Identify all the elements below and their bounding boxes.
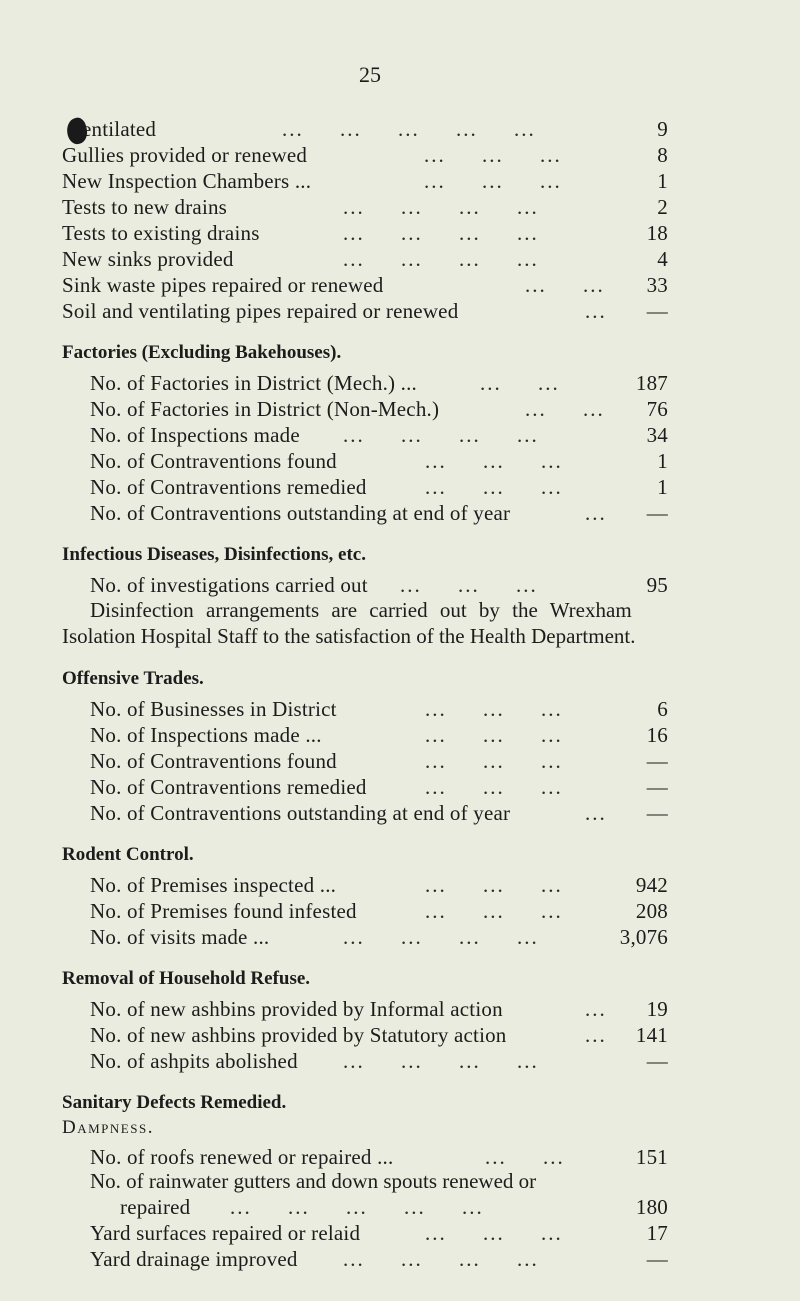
row-value: 2 (657, 195, 668, 219)
row-label: No. of Businesses in District (90, 697, 337, 721)
row-label: No. of Factories in District (Mech.) ... (90, 371, 418, 395)
leader-dots: ... ... ... (425, 1221, 563, 1245)
paragraph-line: Isolation Hospital Staff to the satisfaction of the Health Department. (62, 624, 636, 648)
row-label: No. of Contraventions remedied (90, 475, 367, 499)
list-item (62, 246, 668, 272)
row-value: 17 (646, 1221, 668, 1245)
leader-dots: ... ... ... (425, 449, 563, 473)
row-label: No. of Premises found infested (90, 899, 357, 923)
row-label: No. of Contraventions outstanding at end of year (90, 801, 511, 825)
row-value: 16 (646, 723, 668, 747)
list-item (62, 272, 668, 298)
list-item (90, 474, 668, 500)
section-heading-rodent-control: Rodent Control. (62, 844, 194, 865)
row-label: Tests to existing drains (62, 221, 260, 245)
row-label: Soil and ventilating pipes repaired or renewed (62, 299, 459, 323)
row-label: Sink waste pipes repaired or renewed (62, 273, 384, 297)
row-label: No. of investigations carried out (90, 573, 368, 597)
row-label: Yard surfaces repaired or relaid (90, 1221, 361, 1245)
leader-dots: ... ... ... (425, 749, 563, 773)
row-value: 942 (635, 873, 668, 897)
row-label: No. of Contraventions found (90, 749, 337, 773)
row-label: No. of roofs renewed or repaired ... (90, 1145, 394, 1169)
row-value: 9 (657, 117, 668, 141)
row-value: 8 (657, 143, 668, 167)
leader-dots: ... (585, 299, 607, 323)
list-item (90, 800, 668, 826)
list-item (90, 996, 668, 1022)
paragraph-line: No. of rainwater gutters and down spouts renewed or (90, 1169, 537, 1193)
row-label: No. of Premises inspected ... (90, 873, 337, 897)
row-value: 1 (657, 475, 668, 499)
row-value: 18 (646, 221, 668, 245)
list-item (90, 370, 668, 396)
row-value: 187 (635, 371, 668, 395)
row-label: New Inspection Chambers ... (62, 169, 312, 193)
row-label: No. of Inspections made ... (90, 723, 322, 747)
row-value: 180 (635, 1195, 668, 1219)
leader-dots: ... ... ... (425, 873, 563, 897)
row-value: 19 (646, 997, 668, 1021)
leader-dots: ... ... ... (425, 899, 563, 923)
row-label: No. of Factories in District (Non-Mech.) (90, 397, 440, 421)
row-value: 1 (657, 449, 668, 473)
list-item (90, 448, 668, 474)
list-item (120, 1194, 668, 1220)
row-value: 4 (657, 247, 668, 271)
list-item (90, 1246, 668, 1272)
list-item (90, 748, 668, 774)
leader-dots: ... (585, 801, 607, 825)
leader-dots: ... ... ... (425, 723, 563, 747)
list-item (90, 898, 668, 924)
list-item (62, 298, 668, 324)
row-value: — (646, 1049, 668, 1073)
list-item (90, 572, 668, 598)
row-label: No. of new ashbins provided by Informal action (90, 997, 503, 1021)
subheading-dampness: Dampness. (62, 1117, 154, 1138)
row-label: New sinks provided (62, 247, 234, 271)
list-item (90, 774, 668, 800)
list-item (62, 142, 668, 168)
leader-dots: ... ... ... ... (343, 195, 539, 219)
row-value: — (646, 299, 668, 323)
list-item (62, 194, 668, 220)
row-label: entilated (82, 117, 157, 141)
list-item (90, 696, 668, 722)
leader-dots: ... ... (525, 397, 605, 421)
list-item (90, 1220, 668, 1246)
leader-dots: ... ... ... ... (343, 247, 539, 271)
row-label: No. of visits made ... (90, 925, 270, 949)
list-item (82, 116, 668, 142)
leader-dots: ... ... ... (425, 697, 563, 721)
row-value: 33 (646, 273, 668, 297)
leader-dots: ... ... ... (425, 475, 563, 499)
row-value: 95 (646, 573, 668, 597)
row-value: 141 (635, 1023, 668, 1047)
row-value: — (646, 749, 668, 773)
row-label: Yard drainage improved (90, 1247, 298, 1271)
leader-dots: ... (585, 501, 607, 525)
row-label: Tests to new drains (62, 195, 228, 219)
list-item (90, 722, 668, 748)
list-item (62, 220, 668, 246)
section-heading-household-refuse: Removal of Household Refuse. (62, 968, 311, 989)
leader-dots: ... ... (480, 371, 560, 395)
list-item (62, 168, 668, 194)
list-item (90, 924, 668, 950)
row-label: No. of new ashbins provided by Statutory action (90, 1023, 507, 1047)
row-label: repaired (120, 1195, 191, 1219)
row-value: — (646, 801, 668, 825)
list-item (90, 396, 668, 422)
list-item (90, 422, 668, 448)
row-value: 6 (657, 697, 668, 721)
list-item (90, 1144, 668, 1170)
leader-dots: ... ... ... (424, 143, 562, 167)
row-label: Gullies provided or renewed (62, 143, 308, 167)
section-heading-factories: Factories (Excluding Bakehouses). (62, 342, 342, 363)
row-label: No. of Contraventions outstanding at end of year (90, 501, 511, 525)
list-item (90, 872, 668, 898)
row-value: 3,076 (619, 925, 668, 949)
leader-dots: ... ... ... ... (343, 221, 539, 245)
leader-dots: ... ... (485, 1145, 565, 1169)
row-value: — (646, 1247, 668, 1271)
row-value: 34 (646, 423, 668, 447)
row-value: 208 (635, 899, 668, 923)
row-value: — (646, 775, 668, 799)
leader-dots: ... ... ... ... ... (282, 117, 536, 141)
list-item (90, 1048, 668, 1074)
leader-dots: ... (585, 1023, 607, 1047)
list-item (90, 500, 668, 526)
list-item (90, 1022, 668, 1048)
leader-dots: ... ... ... ... ... (230, 1195, 484, 1219)
leader-dots: ... ... (525, 273, 605, 297)
row-value: — (646, 501, 668, 525)
section-heading-offensive-trades: Offensive Trades. (62, 668, 204, 689)
paragraph-line: Disinfection arrangements are carried out by the Wrexham (90, 598, 632, 622)
leader-dots: ... ... ... (425, 775, 563, 799)
page-number: 25 (359, 62, 381, 87)
row-value: 151 (635, 1145, 668, 1169)
leader-dots: ... ... ... ... (343, 423, 539, 447)
leader-dots: ... ... ... ... (343, 1049, 539, 1073)
row-value: 1 (657, 169, 668, 193)
leader-dots: ... ... ... (424, 169, 562, 193)
leader-dots: ... ... ... ... (343, 925, 539, 949)
section-heading-sanitary-defects: Sanitary Defects Remedied. (62, 1092, 287, 1113)
row-label: No. of ashpits abolished (90, 1049, 298, 1073)
row-label: No. of Contraventions remedied (90, 775, 367, 799)
row-label: No. of Inspections made (90, 423, 300, 447)
leader-dots: ... ... ... (400, 573, 538, 597)
row-label: No. of Contraventions found (90, 449, 337, 473)
leader-dots: ... (585, 997, 607, 1021)
row-value: 76 (646, 397, 668, 421)
section-heading-infectious: Infectious Diseases, Disinfections, etc. (62, 544, 366, 565)
leader-dots: ... ... ... ... (343, 1247, 539, 1271)
